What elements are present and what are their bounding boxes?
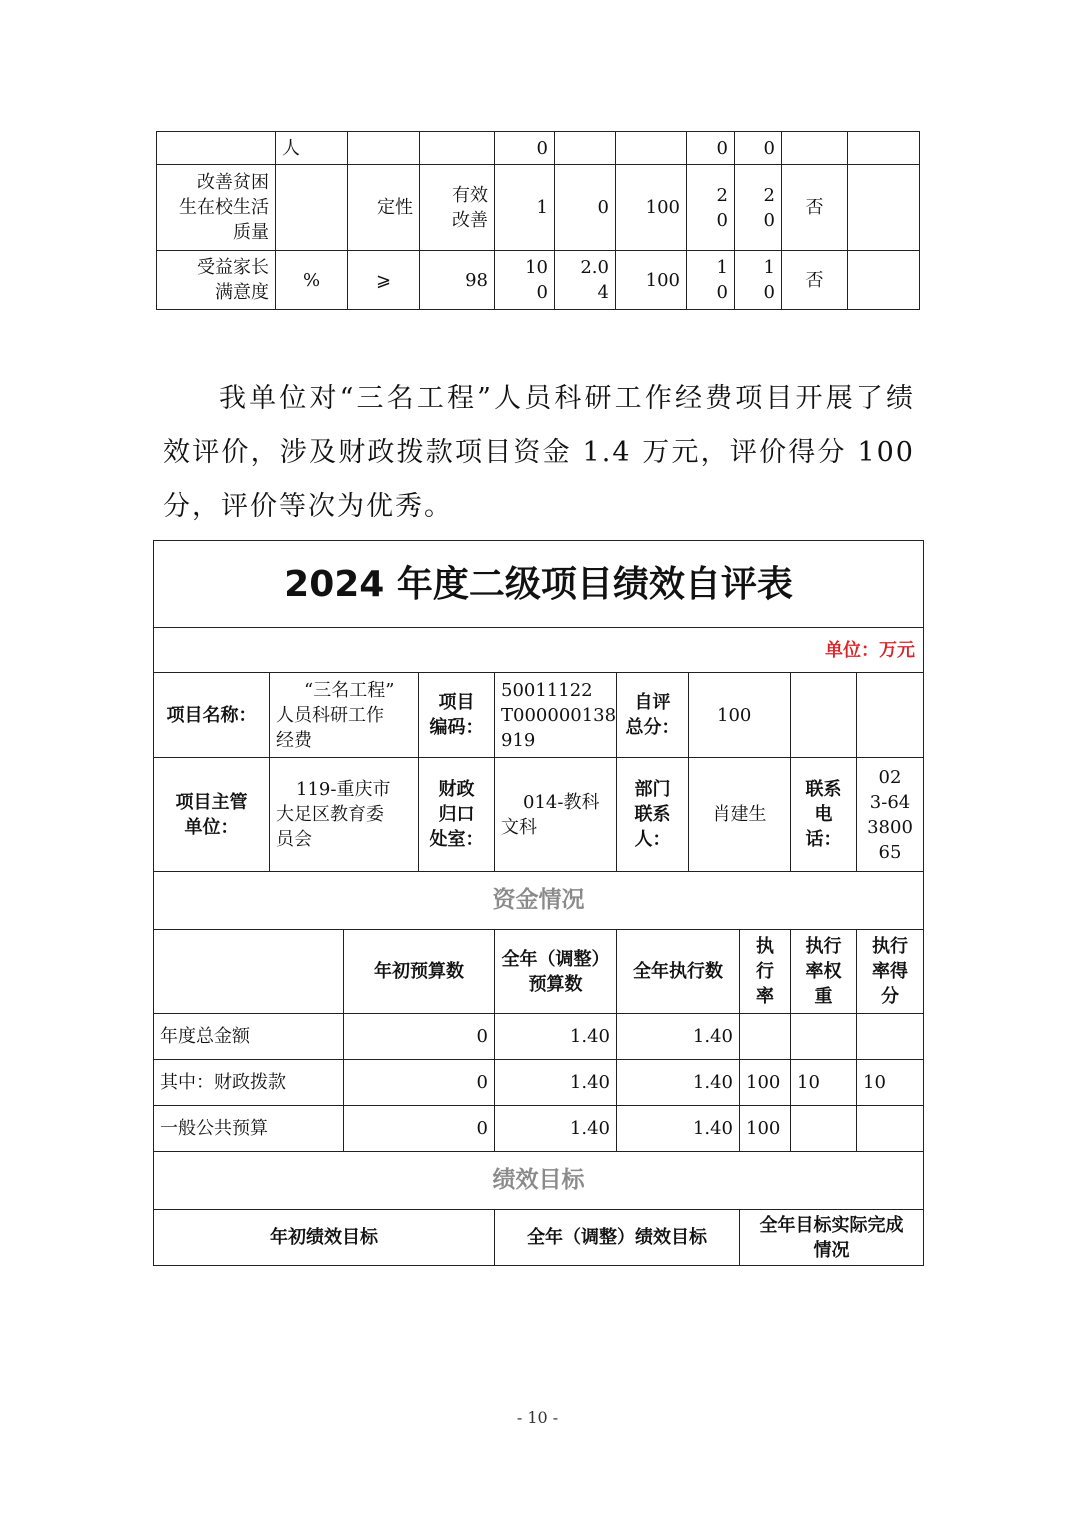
indicator-name: 改善贫困 生在校生活 质量	[157, 165, 276, 251]
finance-office: 014-教科 文科	[495, 758, 617, 872]
cell	[848, 165, 920, 251]
empty-cell	[791, 673, 857, 758]
dept: 119-重庆市 大足区教育委 员会	[270, 758, 419, 872]
perf-section-title: 绩效目标	[154, 1152, 924, 1210]
cell: 1.40	[495, 1106, 617, 1152]
funds-header: 年初预算数	[344, 930, 495, 1014]
funds-header: 执 行 率	[740, 930, 791, 1014]
cell: 100	[616, 165, 687, 251]
funds-header: 全年（调整） 预算数	[495, 930, 617, 1014]
table-row	[157, 251, 920, 310]
cell: 1.40	[617, 1106, 740, 1152]
cell: 0	[735, 132, 782, 165]
page-number: - 10 -	[516, 1408, 559, 1427]
cell: 人	[276, 132, 348, 165]
cell	[616, 132, 687, 165]
cell: 0	[344, 1106, 495, 1152]
self-score: 100	[689, 673, 791, 758]
table-row	[154, 1106, 924, 1152]
cell: 0	[555, 165, 616, 251]
perf-header: 全年（调整）绩效目标	[495, 1210, 740, 1266]
cell: 10 0	[495, 251, 555, 310]
cell: 100	[740, 1060, 791, 1106]
cell	[782, 132, 848, 165]
cell: 1 0	[687, 251, 735, 310]
phone-number: 02 3-64 3800 65	[857, 758, 924, 872]
form-title: 2024 年度二级项目绩效自评表	[154, 541, 924, 628]
cell: 1.40	[617, 1014, 740, 1060]
perf-header: 年初绩效目标	[154, 1210, 495, 1266]
cell: 10	[791, 1060, 857, 1106]
cell: 1.40	[495, 1014, 617, 1060]
cell: 2 0	[687, 165, 735, 251]
cell: 100	[740, 1106, 791, 1152]
perf-header: 全年目标实际完成 情况	[740, 1210, 924, 1266]
indicator-name: 受益家长 满意度	[157, 251, 276, 310]
cell: 否	[782, 165, 848, 251]
cell: 0	[687, 132, 735, 165]
project-name-label: 项目名称：	[154, 673, 270, 758]
cell: 10	[857, 1060, 924, 1106]
cell	[857, 1106, 924, 1152]
cell	[791, 1014, 857, 1060]
cell: 1 0	[735, 251, 782, 310]
funds-header: 全年执行数	[617, 930, 740, 1014]
indicator-table	[156, 131, 920, 310]
funds-row-label: 年度总金额	[154, 1014, 344, 1060]
funds-header	[154, 930, 344, 1014]
cell	[420, 132, 495, 165]
cell	[791, 1106, 857, 1152]
cell: 定性	[348, 165, 420, 251]
cell: 有效 改善	[420, 165, 495, 251]
self-evaluation-form	[153, 540, 924, 1266]
cell: 0	[495, 132, 555, 165]
cell	[276, 165, 348, 251]
cell	[848, 251, 920, 310]
finance-office-label: 财政 归口 处室：	[419, 758, 495, 872]
cell: 2.0 4	[555, 251, 616, 310]
table-row	[154, 1014, 924, 1060]
cell	[848, 132, 920, 165]
project-code-label: 项目 编码：	[419, 673, 495, 758]
table-row	[157, 165, 920, 251]
cell: 1	[495, 165, 555, 251]
funds-row-label: 其中：财政拨款	[154, 1060, 344, 1106]
table-row	[154, 1060, 924, 1106]
cell: %	[276, 251, 348, 310]
cell: 0	[344, 1014, 495, 1060]
cell: 1.40	[495, 1060, 617, 1106]
phone-label: 联系 电 话：	[791, 758, 857, 872]
funds-row-label: 一般公共预算	[154, 1106, 344, 1152]
self-score-label: 自评 总分：	[617, 673, 689, 758]
cell: 1.40	[617, 1060, 740, 1106]
dept-label: 项目主管 单位：	[154, 758, 270, 872]
cell	[157, 132, 276, 165]
funds-section-title: 资金情况	[154, 872, 924, 930]
project-name: “三名工程” 人员科研工作 经费	[270, 673, 419, 758]
cell: 100	[616, 251, 687, 310]
cell	[740, 1014, 791, 1060]
evaluation-paragraph: 我单位对“三名工程”人员科研工作经费项目开展了绩效评价，涉及财政拨款项目资金 1.4 万元，评价得分 100 分，评价等次为优秀。	[163, 383, 915, 522]
cell: ⩾	[348, 251, 420, 310]
cell: 2 0	[735, 165, 782, 251]
cell: 否	[782, 251, 848, 310]
unit-label: 单位：万元	[154, 628, 924, 673]
cell: 98	[420, 251, 495, 310]
project-code: 50011122 T000000138 919	[495, 673, 617, 758]
cell	[555, 132, 616, 165]
contact-label: 部门 联系 人：	[617, 758, 689, 872]
cell: 0	[344, 1060, 495, 1106]
funds-header: 执行 率权 重	[791, 930, 857, 1014]
table-row	[157, 132, 920, 165]
cell	[348, 132, 420, 165]
funds-header: 执行 率得 分	[857, 930, 924, 1014]
cell	[857, 1014, 924, 1060]
empty-cell	[857, 673, 924, 758]
contact-person: 肖建生	[689, 758, 791, 872]
